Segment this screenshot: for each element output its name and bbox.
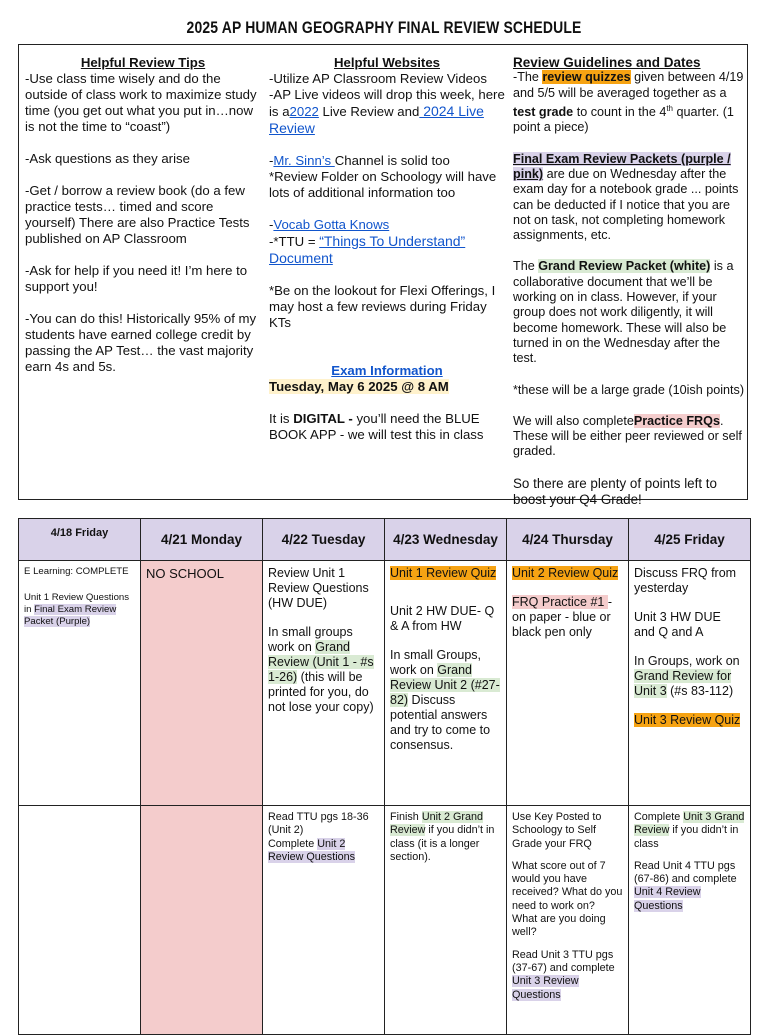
wed423-hw-finish-highlight: Unit 2 Grand Review <box>390 811 484 837</box>
fri418-elearning: E Learning: COMPLETE <box>24 566 129 577</box>
website-line-2 <box>269 87 505 137</box>
tip-3: -Get / borrow a review book (do a few practice tests… timed and score yourself) There are also Practice Tests published on AP Classroom <box>25 183 250 246</box>
wed423-groups-post: Discuss potential answers and try to come to consensus. <box>390 693 491 752</box>
fri425-hw-read-pre: Read Unit 4 TTU pgs (67-86) and complete <box>634 859 737 886</box>
exam-digital-post: you’ll need the BLUE BOOK APP - we will test this in class <box>269 411 484 442</box>
cell-4-21-homework <box>141 806 263 1035</box>
tue422-hw-complete <box>268 838 379 865</box>
g1-bold: test grade <box>513 105 574 120</box>
g5-post: . These will be either peer reviewed or self graded. <box>513 413 742 459</box>
g3-pre: The <box>513 259 539 274</box>
exam-digital-bold: DIGITAL - <box>293 411 357 426</box>
fri425-groups-post: (#s 83-112) <box>666 684 734 698</box>
schedule-header-row <box>19 519 751 561</box>
websites-column <box>269 55 505 443</box>
header-4-18-friday: 4/18 Friday <box>19 519 141 561</box>
guideline-packets <box>513 152 745 244</box>
tue422-groups-pre: In small groups work on <box>268 625 353 654</box>
tue422-hw-complete-highlight: Unit 2 Review Questions <box>268 837 356 863</box>
link-vocab-gotta-knows[interactable]: Vocab Gotta Knows <box>273 217 390 232</box>
g1-pre: -The <box>513 70 543 85</box>
fri425-groups-pre: In Groups, work on <box>634 654 740 668</box>
tue422-groups-highlight: Grand Review (Unit 1 - #s 1-26) <box>268 640 374 684</box>
thu424-quiz-text: Unit 2 Review Quiz <box>512 566 619 580</box>
link-2022-live-review[interactable]: 2022 <box>289 104 319 119</box>
header-4-24-thursday: 4/24 Thursday <box>507 519 629 561</box>
tue422-hw-read: Read TTU pgs 18-36 (Unit 2) <box>268 811 369 837</box>
thu424-hw-read-highlight: Unit 3 Review Questions <box>512 975 579 1001</box>
thu424-hw-read <box>512 949 623 1002</box>
mon421-no-school: NO SCHOOL <box>146 566 225 581</box>
cell-4-18-class <box>19 561 141 806</box>
thu424-hw-read-pre: Read Unit 3 TTU pgs (37-67) and complete <box>512 948 615 974</box>
g1-end: quarter. (1 point a piece) <box>513 105 734 135</box>
g1-sup: th <box>666 103 673 113</box>
tue422-groups <box>268 625 379 715</box>
thu424-quiz <box>512 566 623 581</box>
tip-5: -You can do this! Historically 95% of my students have earned college credit by passing the AP Test… the vast majority earn 4s and 5s. <box>25 311 257 374</box>
g1-highlight: review quizzes <box>542 70 631 85</box>
tips-heading: Helpful Review Tips <box>80 55 206 70</box>
tue422-review: Review Unit 1 Review Questions (HW DUE) <box>268 566 369 610</box>
website-line-1: -Utilize AP Classroom Review Videos <box>269 71 487 86</box>
website-flexi: *Be on the lookout for Flexi Offerings, I may host a few reviews during Friday KTs <box>269 283 496 330</box>
g5-highlight: Practice FRQs <box>633 413 720 428</box>
exam-digital-pre: It is <box>269 411 294 426</box>
g2-highlight: Final Exam Review Packets (purple / pink) <box>513 151 731 181</box>
g5-pre: We will also complete <box>513 413 634 428</box>
fri418-unit1-highlight: Final Exam Review Packet (Purple) <box>24 604 117 627</box>
website-line-2-text-b: Live Review and <box>318 104 420 119</box>
website-ttu <box>269 233 505 267</box>
exam-date-text: Tuesday, May 6 2025 @ 8 AM <box>269 379 449 394</box>
guideline-large-grade: *these will be a large grade (10ish points) <box>513 382 745 397</box>
g3-highlight: Grand Review Packet (white) <box>538 259 711 274</box>
fri425-groups <box>634 654 745 699</box>
g1-post: to count in the 4 <box>573 105 667 120</box>
guideline-quizzes <box>513 70 745 135</box>
sinn-suffix: Channel is solid too <box>334 153 450 168</box>
g1-mid: given between 4/19 and 5/5 will be averaged together as a <box>513 70 744 100</box>
schedule-class-row <box>19 561 751 806</box>
header-4-22-tuesday: 4/22 Tuesday <box>263 519 385 561</box>
exam-digital <box>269 411 505 443</box>
wed423-hw-finish <box>390 811 501 864</box>
wed423-hw: Unit 2 HW DUE- Q & A from HW <box>390 604 495 633</box>
website-vocab <box>269 217 505 233</box>
g3-post: is a collaborative document that we’ll be working on in class. However, if your group does not work diligently, it will become homework. These will also be turned in on the Wednesday after the test. <box>513 259 734 366</box>
exam-date <box>269 379 505 395</box>
website-folder: *Review Folder on Schoology will have lots of additional information too <box>269 169 497 200</box>
wed423-hw-finish-pre: Finish <box>390 811 422 823</box>
websites-heading: Helpful Websites <box>333 55 440 70</box>
info-box <box>18 44 748 507</box>
fri425-hw-complete <box>634 811 745 851</box>
fri418-unit1 <box>24 592 135 628</box>
ttu-prefix: -*TTU = <box>269 234 320 249</box>
cell-4-24-homework <box>507 806 629 1035</box>
fri425-hw: Unit 3 HW DUE and Q and A <box>634 610 721 639</box>
cell-4-21-class <box>141 561 263 806</box>
guidelines-column <box>513 55 745 508</box>
cell-4-22-class <box>263 561 385 806</box>
wed423-quiz <box>390 566 501 581</box>
link-mr-sinn-channel[interactable]: Mr. Sinn’s <box>273 153 335 168</box>
cell-4-25-class <box>629 561 751 806</box>
thu424-hw-key: Use Key Posted to Schoology to Self Grade your FRQ <box>512 811 602 850</box>
tue422-hw-complete-pre: Complete <box>268 837 318 850</box>
tip-1: -Use class time wisely and do the outside of class work to maximize study time (you get out what you put in…now is not the time to “coast”) <box>25 71 257 134</box>
sinn-prefix: - <box>269 153 274 168</box>
cell-4-23-homework <box>385 806 507 1035</box>
fri418-unit1-pre: Unit 1 Review Questions in <box>24 592 130 615</box>
fri425-discuss: Discuss FRQ from yesterday <box>634 566 737 595</box>
cell-4-23-class <box>385 561 507 806</box>
fri425-hw-complete-pre: Complete <box>634 811 684 823</box>
cell-4-22-homework <box>263 806 385 1035</box>
guidelines-heading: Review Guidelines and Dates <box>513 55 701 70</box>
header-4-25-friday: 4/25 Friday <box>629 519 751 561</box>
guideline-grand-review <box>513 259 745 366</box>
header-4-21-monday: 4/21 Monday <box>141 519 263 561</box>
fri425-quiz-text: Unit 3 Review Quiz <box>634 713 741 727</box>
schedule-homework-row <box>19 806 751 1035</box>
link-exam-information[interactable]: Exam Information <box>331 363 443 378</box>
fri425-quiz <box>634 713 745 728</box>
thu424-frq-post: - on paper - blue or black pen only <box>512 595 613 639</box>
fri425-hw-complete-highlight: Unit 3 Grand Review <box>634 811 745 837</box>
website-sinn <box>269 153 505 169</box>
cell-4-25-homework <box>629 806 751 1035</box>
thu424-hw-score: What score out of 7 would you have received? What do you need to work on? What are you doing well? <box>512 859 623 939</box>
wed423-groups-highlight: Grand Review Unit 2 (#27-82) <box>390 663 500 707</box>
thu424-frq <box>512 595 623 640</box>
cell-4-18-homework <box>19 806 141 1035</box>
exam-heading <box>269 363 505 379</box>
g2-post: are due on Wednesday after the exam day for a notebook grade ... points can be deducted if I notice that you are not on task, not completing homework assignments, etc. <box>513 166 739 243</box>
schedule-table <box>18 518 751 1035</box>
tue422-groups-post: (this will be printed for you, do not lose your copy) <box>268 670 374 714</box>
wed423-groups-pre: In small Groups, work on <box>390 648 482 677</box>
link-ttu-document[interactable]: “Things To Understand” Document <box>269 233 466 266</box>
thu424-frq-highlight: FRQ Practice #1 <box>512 595 608 609</box>
link-2024-live-review[interactable]: 2024 Live Review <box>269 103 484 136</box>
vocab-prefix: - <box>269 217 274 232</box>
fri425-groups-highlight: Grand Review for Unit 3 <box>634 669 732 698</box>
header-4-23-wednesday: 4/23 Wednesday <box>385 519 507 561</box>
review-tips-column <box>25 55 261 375</box>
wed423-quiz-text: Unit 1 Review Quiz <box>390 566 497 580</box>
fri425-hw-read-highlight: Unit 4 Review Questions <box>634 886 701 912</box>
tip-2: -Ask questions as they arise <box>25 151 190 166</box>
tip-4: -Ask for help if you need it! I’m here to support you! <box>25 263 248 294</box>
fri425-hw-read <box>634 860 745 913</box>
cell-4-24-class <box>507 561 629 806</box>
wed423-hw-finish-post: if you didn’t in class (it is a longer section). <box>390 824 495 863</box>
website-line-2-text: -AP Live videos will drop this week, here is a <box>269 87 505 119</box>
guideline-boost: So there are plenty of points left to boost your Q4 Grade! <box>513 475 717 507</box>
fri425-hw-complete-post: if you didn’t in class <box>634 824 739 850</box>
wed423-groups <box>390 648 501 753</box>
page-title: 2025 AP HUMAN GEOGRAPHY FINAL REVIEW SCHEDULE <box>186 18 582 37</box>
guideline-frqs <box>513 414 745 460</box>
